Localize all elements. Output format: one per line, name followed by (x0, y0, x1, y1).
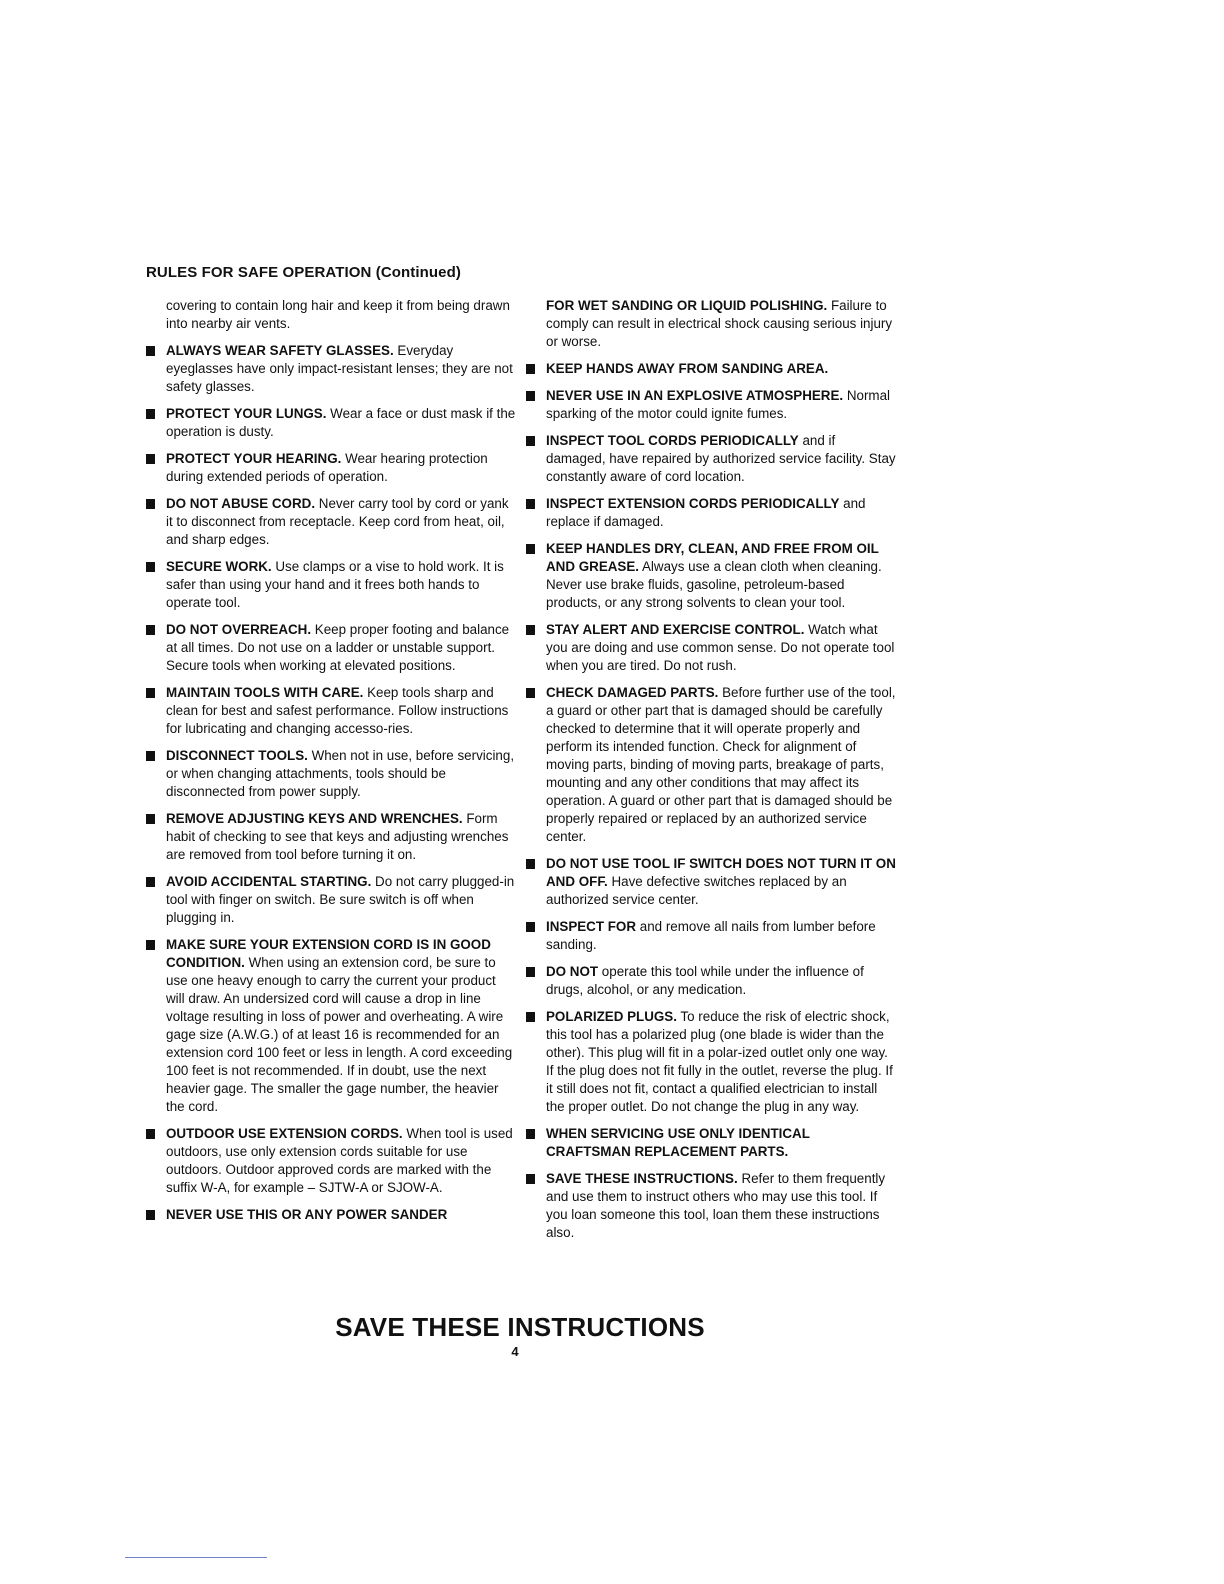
item-text: When tool is used outdoors, use only extension cords suitable for use outdoors. Outdoor approved cords are marked with the suffix W-A, for example – SJTW-A or SJOW-A. (166, 1126, 513, 1195)
list-item (146, 495, 516, 549)
bullet-icon (146, 625, 155, 635)
bullet-icon (146, 346, 155, 356)
list-item (146, 873, 516, 927)
list-item (146, 936, 516, 1116)
bullet-icon (526, 859, 535, 869)
item-text: Everyday eyeglasses have only impact-resistant lenses; they are not safety glasses. (166, 343, 513, 394)
footer-title: SAVE THESE INSTRUCTIONS (335, 1312, 705, 1342)
bullet-icon (526, 364, 535, 374)
bullet-icon (146, 940, 155, 950)
item-lead: PROTECT YOUR LUNGS. (166, 406, 327, 421)
bullet-icon (526, 1012, 535, 1022)
bullet-icon (146, 688, 155, 698)
bullet-icon (526, 391, 535, 401)
item-lead: INSPECT TOOL CORDS PERIODICALLY (546, 433, 799, 448)
item-lead: STAY ALERT AND EXERCISE CONTROL. (546, 622, 805, 637)
bullet-icon (146, 814, 155, 824)
item-lead: DO NOT ABUSE CORD. (166, 496, 316, 511)
item-text: Always use a clean cloth when cleaning. Never use brake fluids, gasoline, petroleum-based products, or any strong solvents to clean your tool. (546, 559, 882, 610)
bullet-icon (146, 751, 155, 761)
list-item (146, 1206, 516, 1224)
item-lead: INSPECT EXTENSION CORDS PERIODICALLY (546, 496, 840, 511)
item-lead: NEVER USE THIS OR ANY POWER SANDER (166, 1207, 448, 1222)
list-item (526, 1170, 898, 1242)
item-text: Failure to comply can result in electrical shock causing serious injury or worse. (546, 298, 893, 349)
list-item (526, 540, 898, 612)
list-item (146, 297, 516, 333)
item-text: Watch what you are doing and use common sense. Do not operate tool when you are tired. Do not rush. (546, 622, 895, 673)
bullet-icon (526, 544, 535, 554)
list-item (146, 558, 516, 612)
item-lead: FOR WET SANDING OR LIQUID POLISHING. (546, 298, 828, 313)
right-column (526, 297, 898, 1251)
bullet-icon (526, 1129, 535, 1139)
bullet-icon (146, 409, 155, 419)
item-lead: WHEN SERVICING USE ONLY IDENTICAL CRAFTSMAN REPLACEMENT PARTS. (546, 1126, 810, 1159)
bullet-icon (526, 922, 535, 932)
bullet-icon (146, 454, 155, 464)
list-item (526, 621, 898, 675)
list-item (526, 387, 898, 423)
list-item (146, 342, 516, 396)
list-item (526, 918, 898, 954)
item-lead: DISCONNECT TOOLS. (166, 748, 308, 763)
item-text: Keep tools sharp and clean for best and safest performance. Follow instructions for lubricating and changing accesso-ries. (166, 685, 509, 736)
list-item (526, 297, 898, 351)
bullet-icon (146, 1129, 155, 1139)
item-lead: REMOVE ADJUSTING KEYS AND WRENCHES. (166, 811, 463, 826)
bullet-icon (526, 436, 535, 446)
item-lead: AVOID ACCIDENTAL STARTING. (166, 874, 372, 889)
list-item (526, 1008, 898, 1116)
bottom-divider (125, 1557, 267, 1558)
list-item (526, 360, 898, 378)
item-lead: MAKE SURE YOUR EXTENSION CORD IS IN GOOD CONDITION. (166, 937, 491, 970)
item-text: Before further use of the tool, a guard or other part that is damaged should be carefully checked to determine that it will operate properly and perform its intended function. Check for alignment of moving parts, binding of moving parts, breakage of parts, mounting and any other conditions that may affect its operation. A guard or other part that is damaged should be properly repaired or replaced by an authorized service center. (546, 685, 896, 844)
section-heading: RULES FOR SAFE OPERATION (Continued) (146, 264, 461, 281)
item-text: Wear a face or dust mask if the operation is dusty. (166, 406, 516, 439)
list-item (526, 432, 898, 486)
item-text: covering to contain long hair and keep it from being drawn into nearby air vents. (166, 298, 510, 331)
item-text: and if damaged, have repaired by authorized service facility. Stay constantly aware of cord location. (546, 433, 896, 484)
bullet-icon (526, 499, 535, 509)
item-text: and remove all nails from lumber before sanding. (546, 919, 876, 952)
item-text: and replace if damaged. (546, 496, 866, 529)
item-text: When not in use, before servicing, or when changing attachments, tools should be disconnected from power supply. (166, 748, 515, 799)
item-text: Form habit of checking to see that keys and adjusting wrenches are removed from tool before turning it on. (166, 811, 509, 862)
list-item (526, 963, 898, 999)
list-item (526, 684, 898, 846)
bullet-icon (146, 877, 155, 887)
item-lead: SECURE WORK. (166, 559, 272, 574)
page-number: 4 (511, 1344, 519, 1359)
list-item (146, 747, 516, 801)
item-text: Use clamps or a vise to hold work. It is safer than using your hand and it frees both hands to operate tool. (166, 559, 504, 610)
list-item (526, 855, 898, 909)
list-item (146, 405, 516, 441)
list-item (146, 1125, 516, 1197)
item-text: Keep proper footing and balance at all times. Do not use on a ladder or unstable support. Secure tools when working at elevated positions. (166, 622, 510, 673)
item-lead: MAINTAIN TOOLS WITH CARE. (166, 685, 364, 700)
item-text: To reduce the risk of electric shock, this tool has a polarized plug (one blade is wider than the other). This plug will fit in a polar-ized outlet only one way. If the plug does not fit fully in the outlet, reverse the plug. If it still does not fit, contact a qualified electrician to install the proper outlet. Do not change the plug in any way. (546, 1009, 893, 1114)
item-text: Never carry tool by cord or yank it to disconnect from receptacle. Keep cord from heat, oil, and sharp edges. (166, 496, 509, 547)
list-item (146, 684, 516, 738)
list-item (146, 450, 516, 486)
item-lead: POLARIZED PLUGS. (546, 1009, 677, 1024)
item-text: When using an extension cord, be sure to use one heavy enough to carry the current your product will draw. An undersized cord will cause a drop in line voltage resulting in loss of power and overheating. A wire gage size (A.W.G.) of at least 16 is recommended for an extension cord 100 feet or less in length. A cord exceeding 100 feet is not recommended. If in doubt, use the next heavier gage. The smaller the gage number, the heavier the cord. (166, 955, 513, 1114)
list-item (146, 621, 516, 675)
item-lead: INSPECT FOR (546, 919, 637, 934)
bullet-icon (526, 688, 535, 698)
item-lead: CHECK DAMAGED PARTS. (546, 685, 719, 700)
item-lead: ALWAYS WEAR SAFETY GLASSES. (166, 343, 394, 358)
bullet-icon (146, 499, 155, 509)
item-lead: DO NOT OVERREACH. (166, 622, 312, 637)
item-text: operate this tool while under the influence of drugs, alcohol, or any medication. (546, 964, 864, 997)
item-text: Normal sparking of the motor could ignite fumes. (546, 388, 890, 421)
item-lead: NEVER USE IN AN EXPLOSIVE ATMOSPHERE. (546, 388, 844, 403)
list-item (526, 1125, 898, 1161)
item-lead: PROTECT YOUR HEARING. (166, 451, 342, 466)
item-lead: OUTDOOR USE EXTENSION CORDS. (166, 1126, 403, 1141)
item-lead: DO NOT (546, 964, 599, 979)
bullet-icon (146, 1210, 155, 1220)
bullet-icon (526, 967, 535, 977)
list-item (146, 810, 516, 864)
bullet-icon (526, 625, 535, 635)
item-lead: KEEP HANDS AWAY FROM SANDING AREA. (546, 361, 829, 376)
item-lead: SAVE THESE INSTRUCTIONS. (546, 1171, 738, 1186)
item-text: Have defective switches replaced by an authorized service center. (546, 874, 847, 907)
item-text: Refer to them frequently and use them to instruct others who may use this tool. If you loan someone this tool, loan them these instructions also. (546, 1171, 886, 1240)
item-text: Do not carry plugged-in tool with finger on switch. Be sure switch is off when plugging in. (166, 874, 515, 925)
item-lead: KEEP HANDLES DRY, CLEAN, AND FREE FROM OIL AND GREASE. (546, 541, 879, 574)
left-column (146, 297, 516, 1233)
item-text: Wear hearing protection during extended periods of operation. (166, 451, 488, 484)
bullet-icon (526, 1174, 535, 1184)
list-item (526, 495, 898, 531)
bullet-icon (146, 562, 155, 572)
item-lead: DO NOT USE TOOL IF SWITCH DOES NOT TURN IT ON AND OFF. (546, 856, 896, 889)
